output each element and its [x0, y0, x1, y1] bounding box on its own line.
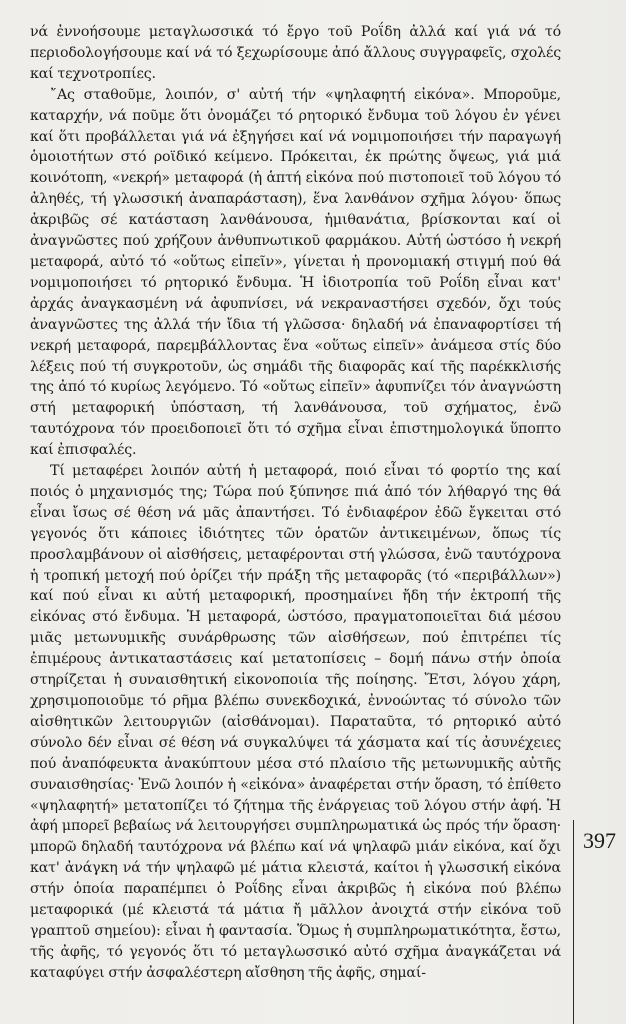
- paragraph-1: νά ἐννοήσουμε μεταγλωσσικά τό ἔργο τοῦ Ροΐδη ἀλλά καί γιά νά τό περιοδολογήσουμε καί νά τό ξεχωρίσουμε ἀπό ἄλλους συγγραφεῖς, σχολές καί τεχνοτροπίες.: [30, 24, 561, 82]
- body-text: [30, 22, 561, 984]
- margin-rule: [573, 820, 574, 1024]
- paragraph-2: ῎Ας σταθοῦμε, λοιπόν, σ' αὐτή τήν «ψηλαφητή εἰκόνα». Μποροῦμε, καταρχήν, νά ποῦμε ὅτι ὀνομάζει τό ρητορικό ἔνδυμα τοῦ λόγου ἐν γένει καί ὅτι προβάλλεται γιά νά ἐξηγήσει καί νά νομιμοποιήσει τήν παραγωγή ὁμοιοτήτων στό ροϊδικό κείμενο. Πρόκειται, ἐκ πρώτης ὄψεως, γιά μιά κοινότοπη, «νεκρή» μεταφορά (ἡ ἁπτή εἰκόνα πού πιστοποιεῖ τοῦ λόγου τό ἀληθές, τή γλωσσική ἀναπαράσταση), ἕνα λανθάνον σχῆμα λόγου· ὅπως ἀκριβῶς σέ κατάσταση λανθάνουσα, ἡμιθανάτια, βρίσκονται καί οἱ ἀναγνῶστες πού χρήζουν ἀνθυπνωτικοῦ φαρμάκου. Αὐτή ὡστόσο ἡ νεκρή μεταφορά, αὐτό τό «οὕτως εἰπεῖν», γίνεται ἡ προνομιακή στιγμή πού θά νομιμοποιήσει τό ρητορικό ἔνδυμα. Ἡ ἰδιοτροπία τοῦ Ροΐδη εἶναι κατ' ἀρχάς ἀναγκασμένη νά ἀφυπνίσει, νά νεκραναστήσει σχεδόν, ὄχι τούς ἀναγνῶστες της ἀλλά τήν ἴδια τή γλῶσσα· δηλαδή νά ἐπαναφορτίσει τή νεκρή μεταφορά, παρεμβάλλοντας ἕνα «οὕτως εἰπεῖν» ἀνάμεσα στίς δύο λέξεις πού τή συγκροτοῦν, ὡς σημάδι τῆς διαφορᾶς καί τῆς παρέκκλισής της ἀπό τό κυρίως λεγόμενο. Τό «οὕτως εἰπεῖν» ἀφυπνίζει τόν ἀναγνώστη στή μεταφορική ὑπόσταση, τή λανθάνουσα, τοῦ σχήματος, ἐνῶ ταυτόχρονα τόν προειδοποιεῖ ὅτι τό σχῆμα εἶναι ἐπιστημολογικά ὕποπτο καί ἐπισφαλές.: [30, 86, 561, 459]
- paragraph-3: Τί μεταφέρει λοιπόν αὐτή ἡ μεταφορά, ποιό εἶναι τό φορτίο της καί ποιός ὁ μηχανισμός της; Τώρα πού ξύπνησε πιά ἀπό τόν λήθαργό της θά εἶναι ἴσως σέ θέση νά μᾶς ἀπαντήσει. Τό ἐνδιαφέρον ἐδῶ ἔγκειται στό γεγονός ὅτι κάποιες ἰδιότητες τῶν ὁρατῶν ἀντικειμένων, ὅπως τίς προσλαμβάνουν οἱ αἰσθήσεις, μεταφέρονται στή γλώσσα, ἐνῶ ταυτόχρονα ἡ τροπική μετοχή πού ὁρίζει τήν πράξη τῆς μεταφορᾶς (τό «περιβάλλων») καί πού εἶναι κι αὐτή μεταφορική, προσημαίνει ἤδη τήν ἐκτροπή τῆς εἰκόνας στό ἔνδυμα. Ἡ μεταφορά, ὡστόσο, πραγματοποιεῖται διά μέσου μιᾶς μετωνυμικῆς συνάρθρωσης τῶν αἰσθήσεων, πού ἐπιτρέπει τίς ἐπιμέρους ἀντικαταστάσεις καί μετατοπίσεις – δομή πάνω στήν ὁποία στηρίζεται ἡ συναισθητική εἰκονοποιία τῆς ποίησης. Ἔτσι, λόγου χάρη, χρησιμοποιοῦμε τό ρῆμα βλέπω συνεκδοχικά, ἐννοώντας τό σύνολο τῶν αἰσθητικῶν λειτουργιῶν (αἰσθάνομαι). Παραταῦτα, τό ρητορικό αὐτό σύνολο δέν εἶναι σέ θέση νά συγκαλύψει τά χάσματα καί τίς ἀσυνέχειες πού ἀναπόφευκτα ἀνακύπτουν μέσα στό πλαίσιο τῆς μετωνυμικῆς αὐτῆς συναισθησίας· Ἐνῶ λοιπόν ἡ «εἰκόνα» ἀναφέρεται στήν ὅραση, τό ἐπίθετο «ψηλαφητή» μετατοπίζει τό ζήτημα τῆς ἐνάργειας τοῦ λόγου στήν ἀφή. Ἡ ἀφή μπορεῖ βεβαίως νά λειτουργήσει συμπληρωματικά ὡς πρός τήν ὅραση· μπορῶ δηλαδή ταυτόχρονα νά βλέπω καί νά ψηλαφῶ μιάν εἰκόνα, καί ὄχι κατ' ἀνάγκη νά τήν ψηλαφῶ μέ μάτια κλειστά, καίτοι ἡ γλωσσική εἰκόνα στήν ὁποία παραπέμπει ὁ Ροΐδης εἶναι ἀκριβῶς ἡ εἰκόνα πού βλέπω μεταφορικά (μέ κλειστά τά μάτια ἤ μᾶλλον ἀνοιχτά στήν εἰκόνα τοῦ γραπτοῦ σημείου): εἶναι ἡ φαντασία. Ὅμως ἡ συμπληρωματικότητα, ἔστω, τῆς ἀφῆς, τό γεγονός ὅτι τό μεταγλωσσικό αὐτό σχῆμα ἀναγκάζεται νά καταφύγει στήν ἀσφαλέστερη αἴσθηση τῆς ἀφῆς, σημαί-: [30, 463, 561, 981]
- page-number: 397: [583, 828, 616, 853]
